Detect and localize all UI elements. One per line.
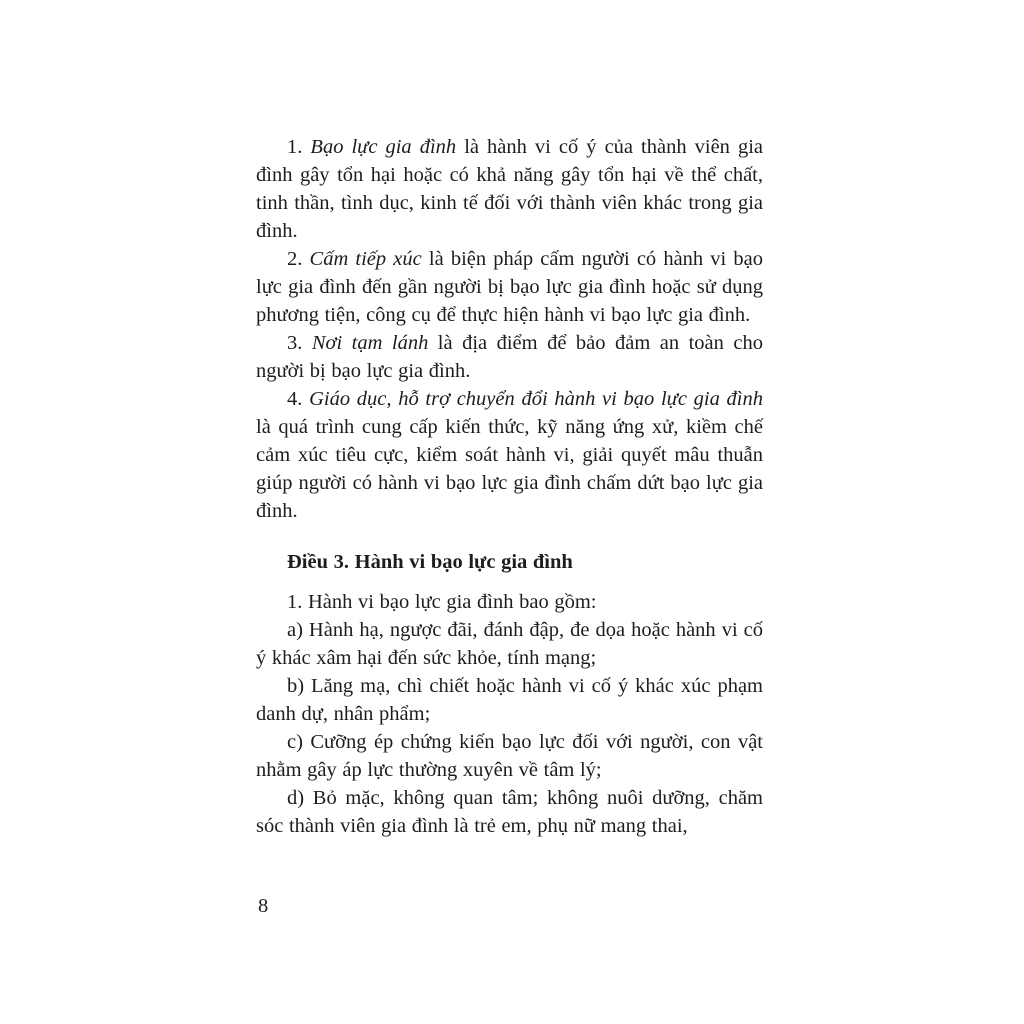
definition-body: là biện pháp cấm người có hành vi bạo lực gia đình đến gần người bị bạo lực gia đình hoặc sử dụng phương tiện, công cụ để thực hiện hành vi bạo lực gia đình.	[256, 248, 763, 326]
definition-number: 1.	[287, 136, 303, 158]
definition-paragraph-1	[256, 133, 763, 245]
article-heading: Điều 3. Hành vi bạo lực gia đình	[287, 551, 573, 573]
definition-body: là quá trình cung cấp kiến thức, kỹ năng ứng xử, kiềm chế cảm xúc tiêu cực, kiểm soát hành vi, giải quyết mâu thuẫn giúp người có hành vi bạo lực gia đình chấm dứt bạo lực gia đình.	[256, 416, 763, 522]
definition-term: Giáo dục, hỗ trợ chuyển đổi hành vi bạo lực gia đình	[309, 388, 763, 410]
definition-body: là địa điểm để bảo đảm an toàn cho người bị bạo lực gia đình.	[256, 332, 763, 382]
definition-paragraph-2	[256, 245, 763, 329]
definition-body: là hành vi cố ý của thành viên gia đình gây tổn hại hoặc có khả năng gây tổn hại về thể chất, tinh thần, tình dục, kinh tế đối với thành viên khác trong gia đình.	[256, 136, 764, 242]
definition-term: Bạo lực gia đình	[310, 136, 457, 158]
definition-paragraph-3	[256, 329, 763, 385]
definition-paragraph-4	[256, 385, 763, 525]
list-item-d: d) Bỏ mặc, không quan tâm; không nuôi dưỡng, chăm sóc thành viên gia đình là trẻ em, phụ nữ mang thai,	[256, 787, 763, 837]
list-item-a: a) Hành hạ, ngược đãi, đánh đập, đe dọa hoặc hành vi cố ý khác xâm hại đến sức khỏe, tính mạng;	[256, 619, 763, 669]
clause-intro: 1. Hành vi bạo lực gia đình bao gồm:	[287, 591, 597, 613]
definition-term: Nơi tạm lánh	[311, 332, 429, 354]
definition-number: 3.	[287, 332, 303, 354]
definition-number: 4.	[287, 388, 303, 410]
definition-term: Cấm tiếp xúc	[309, 248, 422, 270]
list-item-c: c) Cưỡng ép chứng kiến bạo lực đối với người, con vật nhằm gây áp lực thường xuyên về tâm lý;	[256, 731, 763, 781]
page-text-block	[256, 133, 763, 840]
page-number: 8	[258, 895, 269, 917]
definition-number: 2.	[287, 248, 303, 270]
list-item-b: b) Lăng mạ, chì chiết hoặc hành vi cố ý khác xúc phạm danh dự, nhân phẩm;	[256, 675, 763, 725]
